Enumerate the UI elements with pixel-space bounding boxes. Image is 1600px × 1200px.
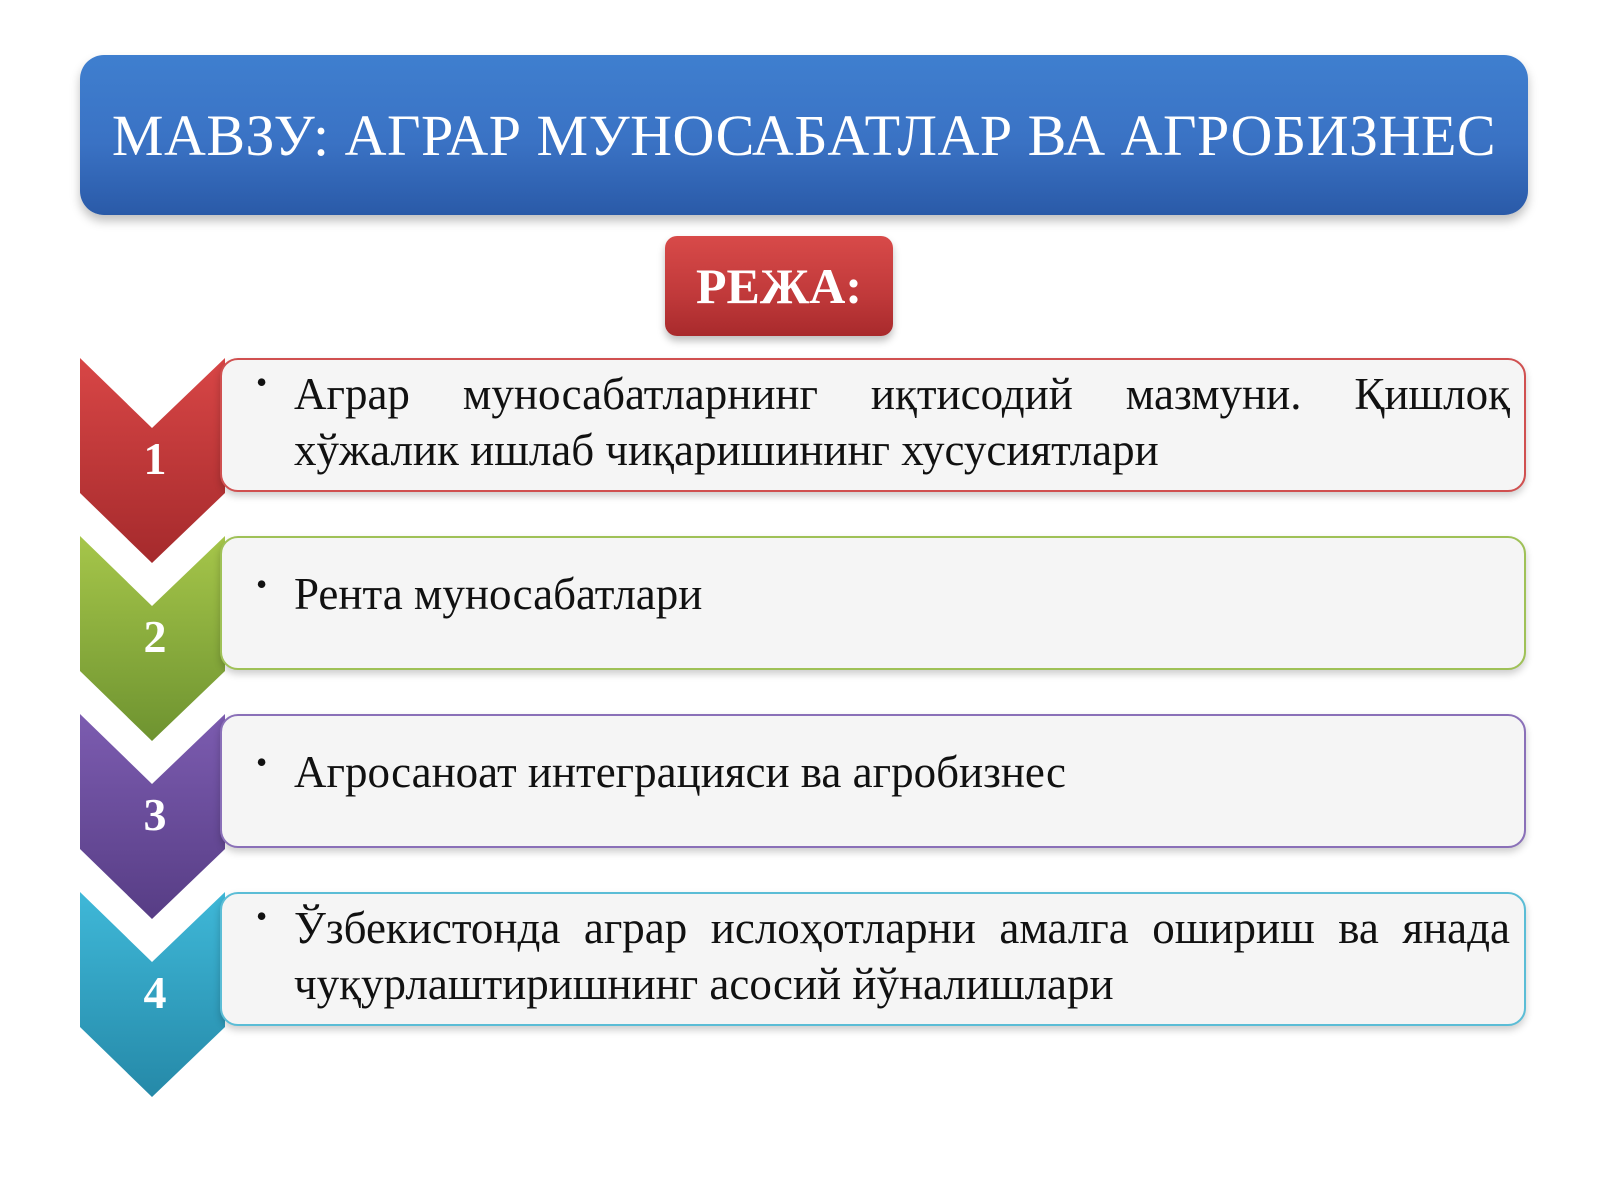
title-banner (80, 55, 1528, 215)
bullet-icon: • (256, 898, 268, 934)
bullet-icon: • (256, 566, 268, 602)
item-text: Ўзбекистонда аграр ислоҳотларни амалга ошириш ва янада чуқурлаштиришнинг асосий йўналишлари (294, 903, 1510, 1009)
item-text: Агросаноат интеграцияси ва агробизнес (294, 747, 1066, 797)
item-number: 1 (143, 433, 167, 484)
bullet-icon: • (256, 364, 268, 400)
plan-badge (665, 236, 893, 336)
plan-label: РЕЖА: (695, 258, 863, 314)
plan-item-4 (80, 892, 1530, 1112)
bullet-icon: • (256, 744, 268, 780)
item-text: Рента муносабатлари (294, 569, 703, 619)
item-number: 4 (143, 967, 167, 1018)
page-title: МАВЗУ: АГРАР МУНОСАБАТЛАР ВА АГРОБИЗНЕС (111, 102, 1497, 168)
item-number: 3 (143, 789, 167, 840)
item-number: 2 (143, 611, 167, 662)
item-text: Аграр муносабатларнинг иқтисодий мазмуни. Қишлоқ хўжалик ишлаб чиқаришининг хусусиятлари (294, 369, 1510, 475)
